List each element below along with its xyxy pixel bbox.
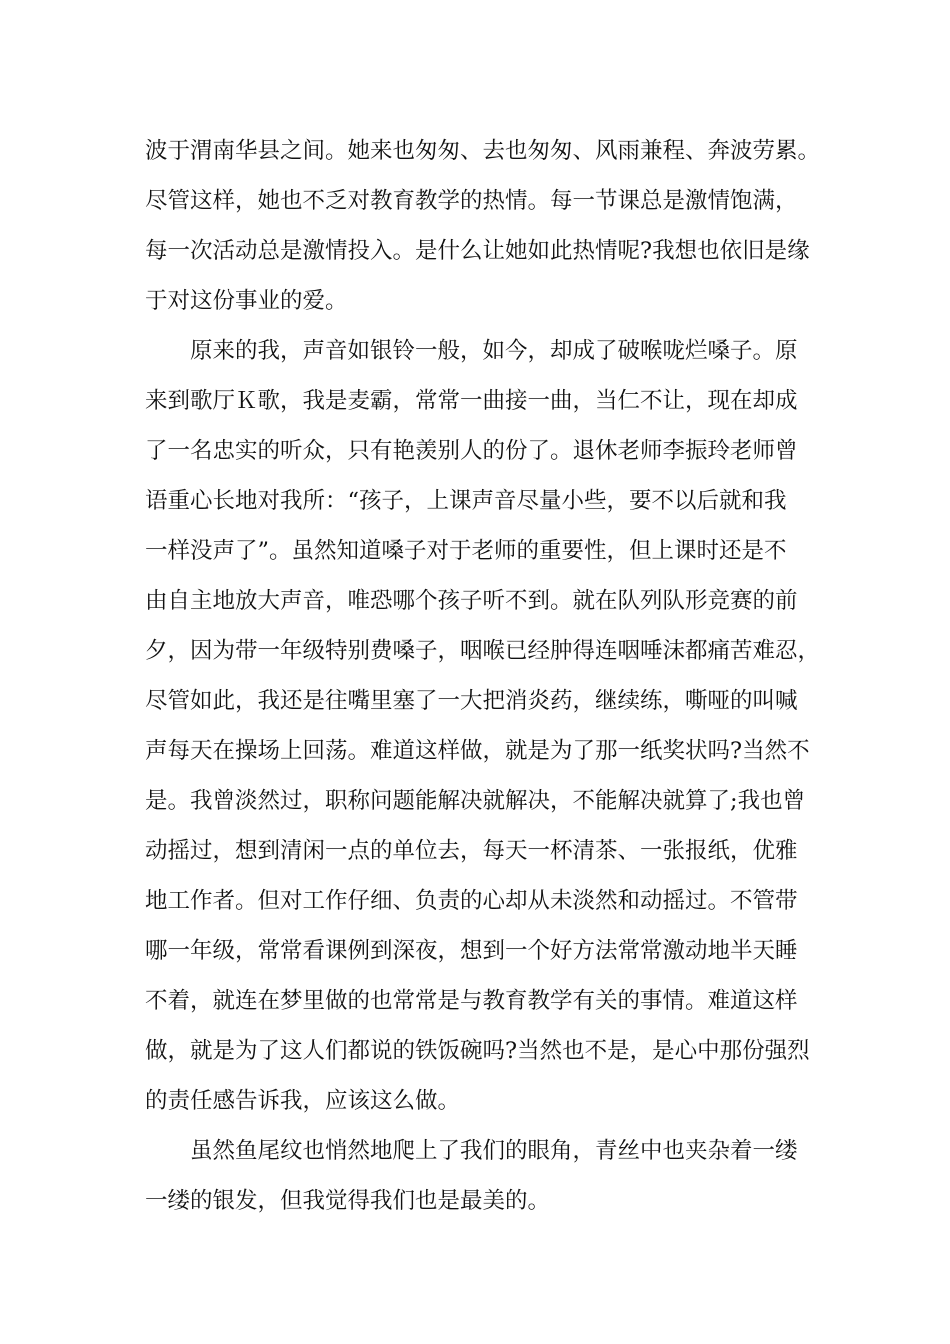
text-line: 来到歌厅Ｋ歌，我是麦霸，常常一曲接一曲，当仁不让，现在却成 xyxy=(145,388,798,414)
text-line: 尽管这样，她也不乏对教育教学的热情。每一节课总是激情饱满， xyxy=(145,188,798,214)
text-line: 由自主地放大声音，唯恐哪个孩子听不到。就在队列队形竞赛的前 xyxy=(145,588,798,614)
text-line: 地工作者。但对工作仔细、负责的心却从未淡然和动摇过。不管带 xyxy=(145,888,798,914)
text-line: 声每天在操场上回荡。难道这样做，就是为了那一纸奖状吗?当然不 xyxy=(145,738,810,764)
text-line: 语重心长地对我所：“孩子，上课声音尽量小些，要不以后就和我 xyxy=(145,488,787,514)
text-line: 一缕的银发，但我觉得我们也是最美的。 xyxy=(145,1188,551,1214)
text-line: 哪一年级，常常看课例到深夜，想到一个好方法常常激动地半天睡 xyxy=(145,938,798,964)
text-line: 了一名忠实的听众，只有艳羡别人的份了。退休老师李振玲老师曾 xyxy=(145,438,798,464)
text-line: 的责任感告诉我，应该这么做。 xyxy=(145,1088,461,1114)
text-line: 一样没声了”。虽然知道嗓子对于老师的重要性，但上课时还是不 xyxy=(145,538,787,564)
text-line: 做，就是为了这人们都说的铁饭碗吗?当然也不是，是心中那份强烈 xyxy=(145,1038,810,1064)
text-line: 是。我曾淡然过，职称问题能解决就解决，不能解决就算了;我也曾 xyxy=(145,788,806,814)
text-line: 尽管如此，我还是往嘴里塞了一大把消炎药，继续练，嘶哑的叫喊 xyxy=(145,688,798,714)
text-line: 每一次活动总是激情投入。是什么让她如此热情呢?我想也依旧是缘 xyxy=(145,238,810,264)
text-line: 虽然鱼尾纹也悄然地爬上了我们的眼角，青丝中也夹杂着一缕 xyxy=(190,1138,798,1164)
text-line: 不着，就连在梦里做的也常常是与教育教学有关的事情。难道这样 xyxy=(145,988,798,1014)
text-line: 波于渭南华县之间。她来也匆匆、去也匆匆、风雨兼程、奔波劳累。 xyxy=(145,138,821,164)
text-line: 于对这份事业的爱。 xyxy=(145,288,348,314)
text-line: 动摇过，想到清闲一点的单位去，每天一杯清茶、一张报纸，优雅 xyxy=(145,838,798,864)
text-line: 夕，因为带一年级特别费嗓子，咽喉已经肿得连咽唾沫都痛苦难忍， xyxy=(145,638,821,664)
text-line: 原来的我，声音如银铃一般，如今，却成了破喉咙烂嗓子。原 xyxy=(190,338,798,364)
